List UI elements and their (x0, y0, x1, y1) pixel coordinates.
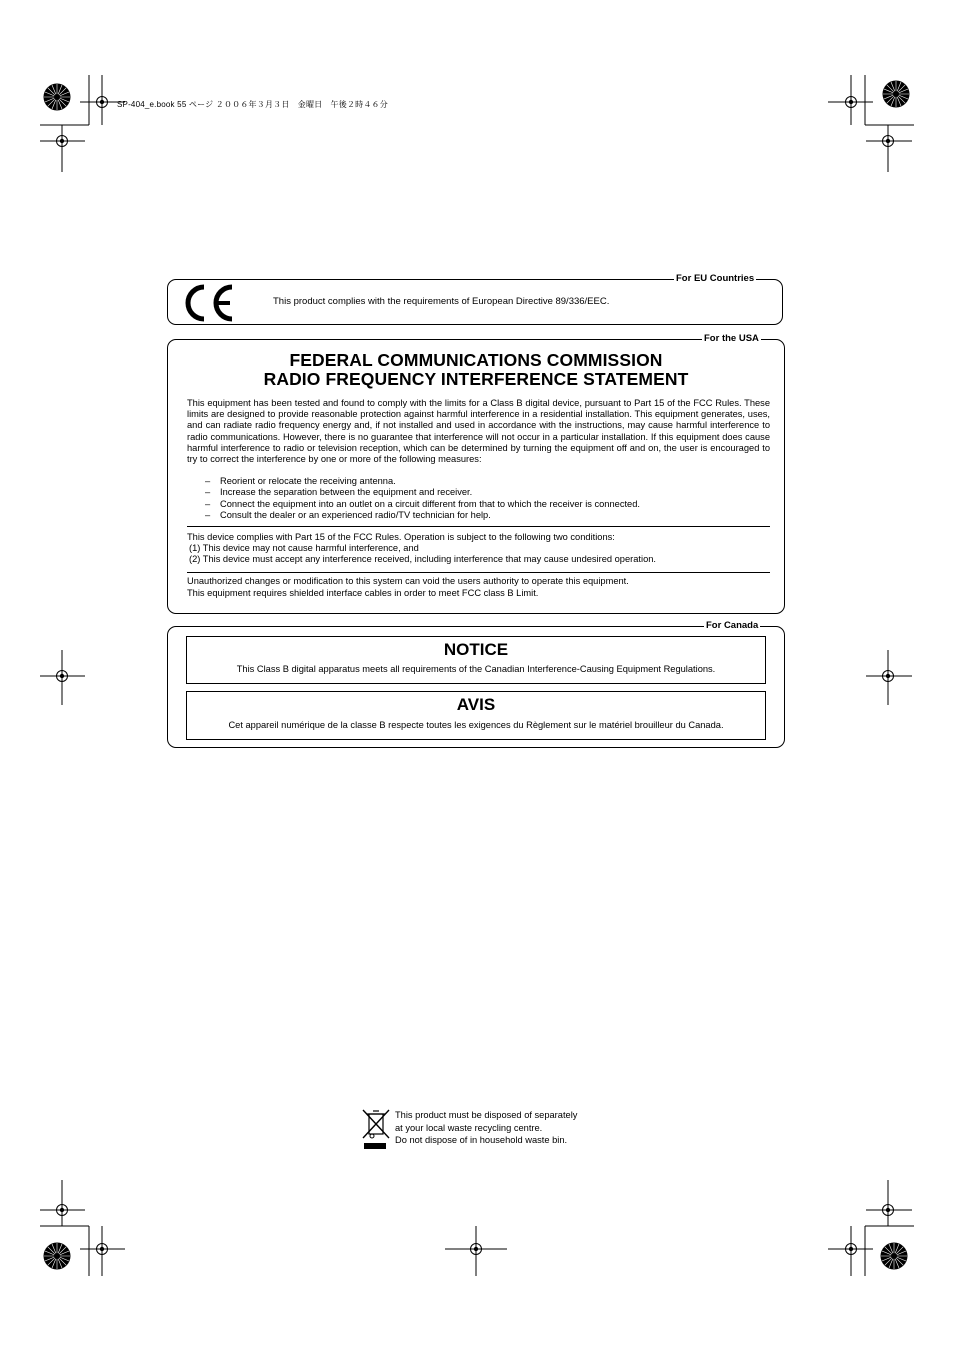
registration-mark-icon (877, 130, 899, 152)
registration-mark-icon (840, 91, 862, 113)
notice-text: This Class B digital apparatus meets all requirements of the Canadian Interference-Causing Equipment Regulations. (236, 664, 716, 674)
color-bar-star-icon (881, 1243, 908, 1270)
shielded-cables-note: This equipment requires shielded interface cables in order to meet FCC class B Limit. (187, 588, 539, 598)
registration-mark-icon (51, 665, 73, 687)
avis-box (186, 691, 766, 740)
color-bar-star-icon (44, 84, 71, 111)
registration-mark-icon (877, 1199, 899, 1221)
disposal-line-2: at your local waste recycling centre. (395, 1123, 543, 1133)
fcc-title-line2: RADIO FREQUENCY INTERFERENCE STATEMENT (263, 369, 689, 389)
color-bar-star-icon (883, 81, 910, 108)
modification-warning: Unauthorized changes or modification to this system can void the users authority to operate this equipment. (187, 576, 629, 586)
divider (187, 526, 770, 527)
registration-mark-icon (51, 1199, 73, 1221)
eu-directive-text: This product complies with the requirements of European Directive 89/336/EEC. (273, 296, 610, 307)
registration-mark-icon (91, 91, 113, 113)
registration-mark-icon (877, 665, 899, 687)
list-item: – Increase the separation between the equipment and receiver. (205, 487, 473, 497)
condition-2: (2) This device must accept any interference received, including interference that may cause undesired operation. (189, 554, 656, 564)
color-bar-star-icon (44, 1243, 71, 1270)
disposal-line-1: This product must be disposed of separately (395, 1110, 578, 1120)
crossed-out-wheelie-bin-icon (361, 1108, 391, 1150)
fcc-title-line1: FEDERAL COMMUNICATIONS COMMISSION (289, 350, 663, 370)
canada-label: For Canada (706, 620, 759, 631)
registration-mark-icon (840, 1238, 862, 1260)
usa-label: For the USA (704, 333, 759, 344)
disposal-line-3: Do not dispose of in household waste bin. (395, 1135, 568, 1145)
divider (187, 572, 770, 573)
notice-box (186, 636, 766, 684)
print-header: SP-404_e.book 55 ページ ２００６年３月３日 金曜日 午後２時４６分 (117, 100, 388, 109)
eu-label: For EU Countries (676, 273, 755, 284)
registration-mark-icon (91, 1238, 113, 1260)
registration-mark-icon (465, 1238, 487, 1260)
list-item: – Connect the equipment into an outlet on a circuit different from that to which the receiver is connected. (205, 499, 640, 509)
condition-1: (1) This device may not cause harmful interference, and (189, 543, 419, 553)
fcc-paragraph: This equipment has been tested and found to comply with the limits for a Class B digital device, pursuant to Part 15 of the FCC Rules. These limits are designed to provide reasonable protection against harmful interference in a residential installation. This equipment generates, uses, and can radiate radio frequency energy and, if not installed and used in accordance with the instructions, may cause harmful interference to radio communications. However, there is no guarantee that interference will not occur in a particular installation. If this equipment does cause harmful interference to radio or television reception, which can be determined by turning the equipment off and on, the user is encouraged to try to correct the interference by one or more of the following measures: (187, 398, 770, 465)
conditions-intro: This device complies with Part 15 of the FCC Rules. Operation is subject to the following two conditions: (187, 532, 615, 542)
notice-title: NOTICE (443, 640, 509, 659)
avis-text: Cet appareil numérique de la classe B respecte toutes les exigences du Règlement sur le matériel brouilleur du Canada. (228, 720, 724, 730)
avis-title: AVIS (456, 695, 496, 714)
registration-mark-icon (51, 130, 73, 152)
ce-mark-icon (182, 283, 238, 323)
list-item: – Consult the dealer or an experienced radio/TV technician for help. (205, 510, 491, 520)
list-item: – Reorient or relocate the receiving antenna. (205, 476, 396, 486)
